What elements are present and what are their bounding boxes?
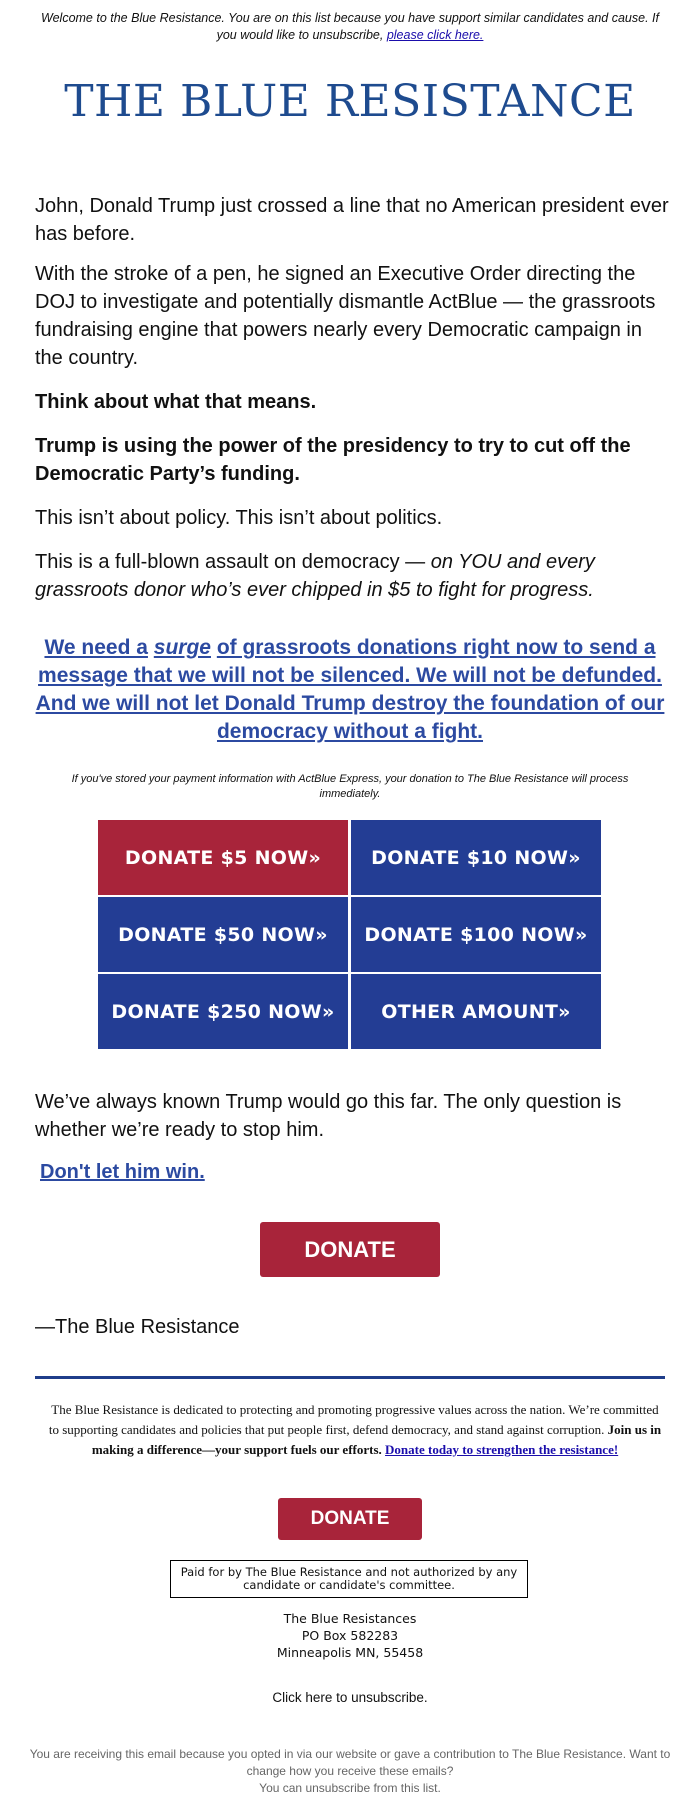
footer-paragraph [45,1400,665,1460]
legal-text: You are receiving this email because you opted in via our website or gave a contribution to The Blue Resistance. Want to change how you receive these emails? [29,1747,671,1778]
signoff: —The Blue Resistance [35,1316,240,1338]
footer-bold: Join us in making a difference—your support fuels our efforts. [91,1422,662,1457]
divider [35,1376,665,1379]
brand-logo: THE BLUE RESISTANCE [64,76,636,127]
address-line: The Blue Resistances [283,1611,417,1626]
cta-surge: surge [153,636,211,659]
donate-10-button[interactable]: DONATE $10 NOW» [351,820,601,895]
paragraph-intro: John, Donald Trump just crossed a line that no American president ever has before. [35,195,669,245]
legal-notice [25,1746,675,1797]
assault-text: This is a full-blown assault on democracy — [35,551,426,573]
preheader-unsubscribe-link[interactable]: please click here. [386,28,484,42]
preheader-text: Welcome to the Blue Resistance. You are on this list because you have support similar candidates and cause. If you would like to unsubscribe, [41,11,659,42]
paragraph-closing: We’ve always known Trump would go this far. The only question is whether we’re ready to stop him. [35,1091,622,1141]
unsubscribe-link[interactable]: Click here to unsubscribe. [272,1690,428,1705]
dont-let-him-win-link[interactable]: Don't let him win. [40,1161,205,1183]
assault-emphasis: on YOU and every grassroots donor who’s ever chipped in $5 to fight for progress. [35,551,595,601]
address-line: Minneapolis MN, 55458 [276,1645,424,1660]
donate-100-button[interactable]: DONATE $100 NOW» [351,897,601,972]
paragraph-funding: Trump is using the power of the presidency to try to cut off the Democratic Party’s funding. [35,435,631,485]
paragraph-assault [35,548,675,604]
donate-250-button[interactable]: DONATE $250 NOW» [98,974,348,1049]
paragraph-think: Think about what that means. [35,391,317,413]
address-line: PO Box 582283 [301,1628,399,1643]
donate-5-button[interactable]: DONATE $5 NOW» [98,820,348,895]
mailing-address [0,1610,700,1661]
other-amount-button[interactable]: OTHER AMOUNT» [351,974,601,1049]
cta-before: We need a [44,636,148,659]
donate-grid [98,820,602,1050]
cta-after: of grassroots donations right now to send a message that we will not be silenced. We will not be defunded. And we will not let Donald Trump destroy the foundation of our democracy without a fight. [35,636,665,743]
actblue-express-note: If you've stored your payment information with ActBlue Express, your donation to The Blue Resistance will process immediately. [71,773,629,800]
legal-unsubscribe-link[interactable]: You can unsubscribe from this list. [259,1781,441,1795]
paid-for-disclaimer: Paid for by The Blue Resistance and not authorized by any candidate or candidate's committee. [170,1560,528,1598]
footer-donate-link[interactable]: Donate today to strengthen the resistance! [385,1442,619,1457]
donate-50-button[interactable]: DONATE $50 NOW» [98,897,348,972]
paragraph-policy: This isn’t about policy. This isn’t about politics. [35,507,443,529]
preheader [40,10,660,44]
paragraph-executive-order: With the stroke of a pen, he signed an Executive Order directing the DOJ to investigate and potentially dismantle ActBlue — the grassroots fundraising engine that powers nearly every Democratic campaign in the country. [35,263,656,369]
footer-text: The Blue Resistance is dedicated to protecting and promoting progressive values across the nation. We’re committed to supporting candidates and policies that put people first, defend democracy, and stand against corruption. [48,1402,659,1437]
footer-donate-button[interactable]: DONATE [278,1498,422,1540]
donate-button[interactable]: DONATE [260,1222,440,1277]
cta-heading-link[interactable] [30,634,670,746]
